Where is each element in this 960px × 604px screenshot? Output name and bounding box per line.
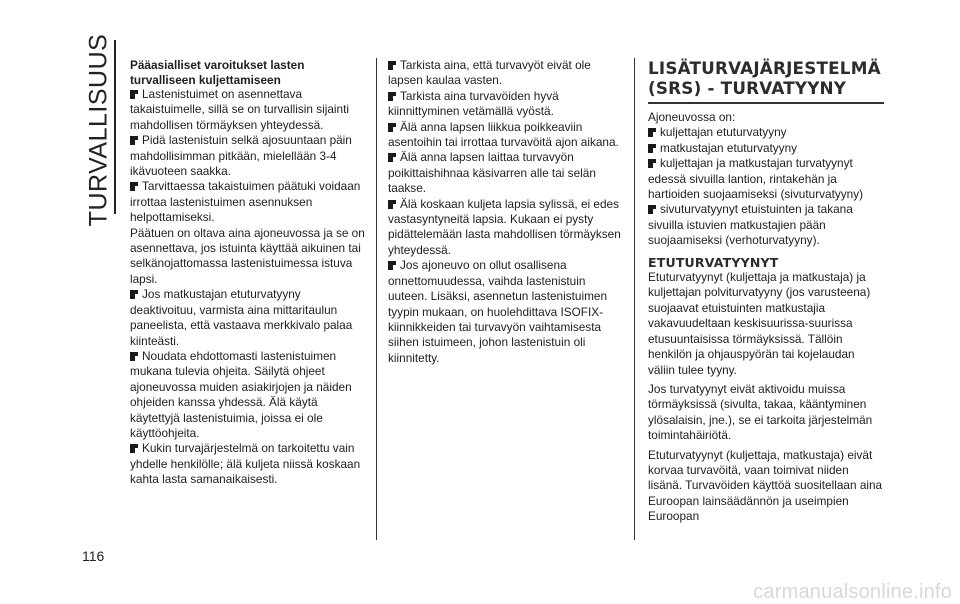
col3-item-1: matkustajan etuturvatyyny [648, 141, 884, 156]
col2-para-2: Älä anna lapsen liikkua poikkeaviin asentoihin tai irrottaa turvavöitä ajon aikana. [388, 119, 619, 150]
col3-para-1: Jos turvatyynyt eivät aktivoidu muissa törmäyksissä (sivulta, takaa, kääntyminen ylösalaisin, jne.), se ei tarkoita järjestelmän toimintahäiriötä. [648, 381, 873, 443]
col2-para-3: Älä anna lapsen laittaa turvavyön poikittaishihnaa käsivarren alle tai selän taakse. [388, 150, 596, 196]
col2-para-5: Jos ajoneuvo on ollut osallisena onnettomuudessa, vaihda lastenistuin uuteen. Lisäksi, asennetun lastenistuimen tyypin mukaan, on huolehdittava ISOFIX-kiinnikkeiden tai turvavyön vaihtamisesta siihen istuimeen, johon lastenistuin oli kiinnitetty. [388, 258, 608, 365]
col3-item-3: sivuturvatyynyt etuistuinten ja takana sivuilla istuvien matkustajien pään suojaamiseksi (verhoturvatyyny). [648, 202, 853, 248]
col2-para-4: Älä koskaan kuljeta lapsia sylissä, ei edes vastasyntyneitä lapsia. Kukaan ei pysty pidättelemään lasta mahdollisen törmäyksen yhteydessä. [388, 196, 621, 257]
bullet-icon [648, 144, 656, 153]
bullet-icon [130, 182, 138, 191]
column-2 [388, 58, 626, 366]
etuturvatyynyt-heading: ETUTURVATYYNYT [648, 254, 779, 270]
bullet-icon [130, 290, 138, 299]
bullet-icon [388, 200, 396, 209]
col1-para-4: Jos matkustajan etuturvatyyny deaktivoituu, varmista aina mittaritaulun paneelista, että vastaava merkkivalo palaa kiinteästi. [130, 287, 353, 348]
section-title-text: TURVALLISUUS [84, 33, 113, 227]
bullet-icon [648, 205, 656, 214]
column-rule-2 [634, 58, 635, 540]
col3-intro: Ajoneuvossa on: [648, 110, 736, 124]
col1-para-2: Tarvittaessa takaistuimen päätuki voidaan irrottaa lastenistuimen asennuksen helpottamiseksi. [130, 179, 361, 225]
col3-item-0: kuljettajan etuturvatyyny [648, 125, 884, 140]
column-rule-1 [376, 58, 377, 540]
col1-para-3: Päätuen on oltava aina ajoneuvossa ja se on asennettava, jos istuinta käyttää aikuinen tai selkänojattomassa lastenistuimessa istuva lapsi. [130, 225, 365, 286]
bullet-icon [130, 136, 138, 145]
section-divider-line [114, 40, 116, 214]
col1-para-5: Noudata ehdottomasti lastenistuimen mukana tulevia ohjeita. Säilytä ohjeet ajoneuvossa muiden asiakirjojen ja näiden ohjeiden kanssa yhdessä. Älä käytä käytettyjä lastenistuimia, joissa ei ole käyttöohjeita. [130, 348, 352, 440]
bullet-icon [388, 153, 396, 162]
column-3 [648, 58, 884, 525]
col1-para-1: Pidä lastenistuin selkä ajosuuntaan päin mahdollisimman pitkään, mielellään 3-4 ikävuoteen saakka. [130, 133, 352, 179]
col3-para-0: Etuturvatyynyt (kuljettaja ja matkustaja) ja kuljettajan polviturvatyyny (jos varusteena) suojaavat etuistuinten matkustajia vakavuudeltaan keskisuurissa-suurissa etusuuntaisissa törmäyksissä. Tällöin henkilön ja ohjauspyörän tai kojelaudan väliin tulee tyyny. [648, 270, 871, 377]
col3-para-2: Etuturvatyynyt (kuljettaja, matkustaja) eivät korvaa turvavöitä, vaan toimivat niiden lisänä. Turvavöiden käyttöä suositellaan aina Euroopan lainsäädännön ja useimpien Euroopan [648, 447, 883, 524]
bullet-icon [648, 159, 656, 168]
bullet-icon [130, 444, 138, 453]
col2-para-0: Tarkista aina, että turvavyöt eivät ole lapsen kaulaa vasten. [388, 58, 591, 88]
srs-section-title: LISÄTURVAJÄRJESTELMÄ (SRS) - TURVATYYNY [648, 58, 884, 104]
bullet-icon [130, 352, 138, 361]
bullet-icon [648, 128, 656, 137]
col1-heading: Pääasialliset varoitukset lasten turvalliseen kuljettamiseen [130, 58, 305, 87]
col3-item-2: kuljettajan ja matkustajan turvatyynyt edessä sivuilla lantion, rintakehän ja hartioiden suojaamiseksi (sivuturvatyyny) [648, 156, 864, 202]
bullet-icon [388, 123, 396, 132]
page-number: 116 [82, 548, 105, 564]
col1-para-0: Lastenistuimet on asennettava takaistuimelle, sillä se on turvallisin sijainti mahdollisen törmäyksen yhteydessä. [130, 87, 349, 132]
col2-para-1: Tarkista aina turvavöiden hyvä kiinnittyminen vetämällä vyöstä. [388, 88, 559, 119]
watermark-text: carmanualsonline.info [753, 581, 952, 603]
column-1 [130, 58, 368, 488]
bullet-icon [388, 92, 396, 101]
col1-para-6: Kukin turvajärjestelmä on tarkoitettu vain yhdelle henkilölle; älä kuljeta niissä koskaan kahta lasta samanaikaisesti. [130, 441, 361, 487]
bullet-icon [388, 61, 396, 70]
bullet-icon [388, 261, 396, 270]
bullet-icon [130, 90, 138, 99]
